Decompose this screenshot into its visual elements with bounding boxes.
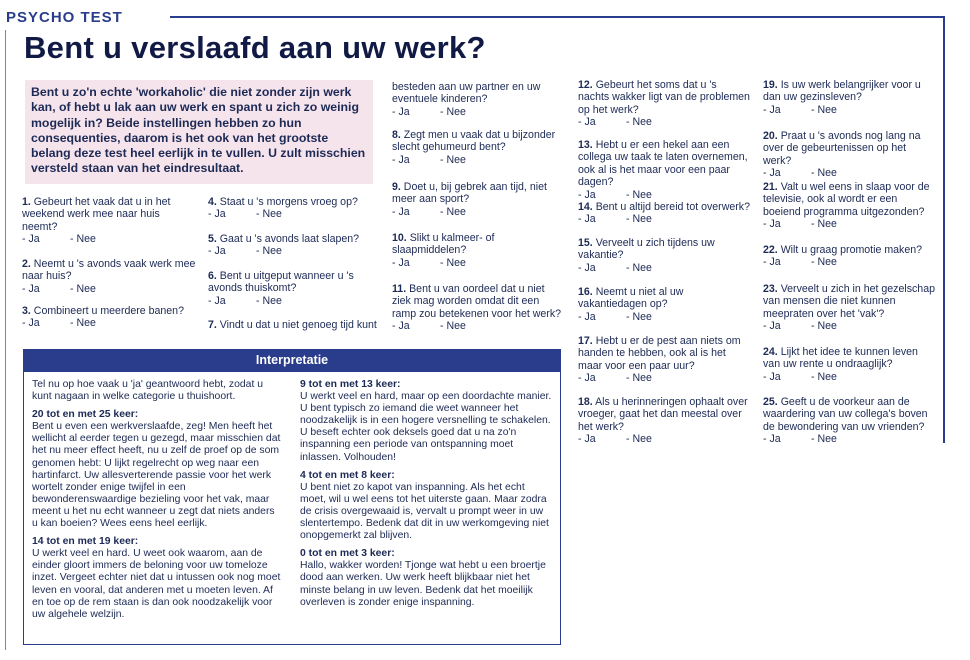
range-text: U bent niet zo kapot van inspanning. Als het echt moet, wil u wel eens tot het uiterste gaan. Maar zodra de crisis overgewaaid is, vervalt u prompt weer in uw slentertempo. Bedenk dat dit in uw werkomgeving niet onopgemerkt zal blijven. [300, 481, 549, 542]
answer-options [22, 283, 197, 295]
question-number: 5. [208, 233, 217, 245]
question-11 [392, 283, 564, 333]
question-number: 13. [578, 139, 593, 151]
interpretation-intro: Tel nu op hoe vaak u 'ja' geantwoord hebt, zodat u kunt nagaan in welke categorie u thuishoort. [32, 379, 263, 403]
question-text: Lijkt het idee te kunnen leven van uw rente u ondraaglijk? [763, 346, 918, 371]
answer-no[interactable]: - Nee [626, 116, 652, 129]
question-6 [208, 270, 368, 307]
answer-yes[interactable]: - Ja [763, 320, 781, 333]
question-text: Praat u 's avonds nog lang na over de gebeurtenissen op het werk? [763, 130, 921, 167]
question-text: Bent u altijd bereid tot overwerk? [595, 201, 750, 213]
question-16 [578, 286, 750, 323]
range-label: 14 tot en met 19 keer: [32, 536, 139, 548]
question-7-continued [392, 81, 562, 118]
answer-options [763, 433, 935, 445]
answer-no[interactable]: - Nee [256, 208, 282, 221]
answer-yes[interactable]: - Ja [578, 213, 596, 226]
question-25 [763, 396, 935, 446]
interpretation-title: Interpretatie [255, 353, 329, 367]
answer-options [208, 295, 368, 307]
answer-options [392, 257, 562, 269]
question-number: 24. [763, 346, 778, 358]
answer-no[interactable]: - Nee [811, 433, 837, 446]
answer-yes[interactable]: - Ja [578, 188, 596, 201]
intro-text: Bent u zo'n echte 'workaholic' die niet zonder zijn werk kan, of hebt u lak aan uw werk en spant u zich zo weinig mogelijk in? Beide instellingen hebben zo hun consequenties, daarom is het ook van het grootste belang deze test heel eerlijk in te vullen. U zult misschien versteld staan van het eindresultaat. [25, 80, 373, 184]
answer-no[interactable]: - Nee [626, 188, 652, 201]
answer-yes[interactable]: - Ja [22, 233, 40, 246]
question-13 [578, 139, 750, 201]
range-text: U werkt veel en hard, maar op een doordachte manier. U bent typisch zo iemand die weet wanneer het noodzakelijk is in een hogere versnelling te schakelen. U beseft echter ook deksels goed dat u na zo'n inspanning een periode van ontspanning moet inlassen. Volhouden! [300, 391, 552, 463]
question-text: Geeft u de voorkeur aan de waardering van uw collega's boven de bewondering van uw vrienden? [763, 396, 928, 433]
answer-no[interactable]: - Nee [811, 320, 837, 333]
answer-no[interactable]: - Nee [626, 261, 652, 274]
question-number: 16. [578, 286, 593, 298]
answer-yes[interactable]: - Ja [392, 205, 410, 218]
question-text: besteden aan uw partner en uw eventuele kinderen? [392, 81, 541, 106]
question-number: 14. [578, 201, 593, 213]
question-text: Neemt u niet al uw vakantiedagen op? [578, 286, 684, 311]
question-17 [578, 335, 750, 385]
answer-yes[interactable]: - Ja [763, 167, 781, 180]
question-7 [208, 319, 383, 331]
answer-options [392, 106, 562, 118]
answer-yes[interactable]: - Ja [22, 317, 40, 330]
range-label: 0 tot en met 3 keer: [300, 548, 395, 560]
question-15 [578, 237, 750, 274]
answer-options [763, 104, 935, 116]
question-22 [763, 244, 935, 269]
answer-options [22, 317, 197, 329]
question-21 [763, 181, 935, 231]
answer-options [578, 433, 750, 445]
result-range [300, 379, 552, 464]
answer-yes[interactable]: - Ja [763, 370, 781, 383]
question-number: 1. [22, 196, 31, 208]
answer-options [22, 233, 197, 245]
answer-options [392, 320, 564, 332]
interpretation-column-left [32, 379, 282, 627]
question-number: 12. [578, 79, 593, 91]
interpretation-box [23, 349, 561, 645]
question-text: Gebeurt het soms dat u 's nachts wakker ligt van de problemen op het werk? [578, 79, 750, 116]
frame-rule-right [943, 16, 945, 443]
question-number: 8. [392, 129, 401, 141]
answer-yes[interactable]: - Ja [392, 105, 410, 118]
answer-yes[interactable]: - Ja [208, 245, 226, 258]
question-2 [22, 258, 197, 295]
answer-options [763, 371, 935, 383]
answer-options [763, 320, 935, 332]
answer-no[interactable]: - Nee [70, 317, 96, 330]
answer-options [208, 245, 373, 257]
question-number: 4. [208, 196, 217, 208]
answer-options [578, 116, 750, 128]
question-text: Combineert u meerdere banen? [33, 305, 184, 317]
answer-options [578, 262, 750, 274]
question-text: Bent u uitgeput wanneer u 's avonds thuiskomt? [208, 270, 354, 295]
question-text: Vindt u dat u niet genoeg tijd kunt [219, 319, 377, 331]
answer-no[interactable]: - Nee [256, 245, 282, 258]
range-label: 20 tot en met 25 keer: [32, 409, 139, 421]
question-10 [392, 232, 562, 269]
question-text: Doet u, bij gebrek aan tijd, niet meer aan sport? [392, 181, 547, 206]
answer-no[interactable]: - Nee [626, 433, 652, 446]
question-text: Verveelt u zich in het gezelschap van mensen die niet kunnen meepraten over het 'vak'? [763, 283, 935, 320]
answer-options [578, 372, 750, 384]
question-5 [208, 233, 373, 258]
answer-options [578, 189, 750, 201]
question-number: 18. [578, 396, 593, 408]
range-label: 4 tot en met 8 keer: [300, 469, 395, 481]
question-18 [578, 396, 750, 446]
result-range [300, 548, 552, 608]
answer-no[interactable]: - Nee [811, 256, 837, 269]
question-23 [763, 283, 935, 333]
answer-yes[interactable]: - Ja [578, 116, 596, 129]
question-12 [578, 79, 750, 129]
answer-no[interactable]: - Nee [440, 105, 466, 118]
question-number: 15. [578, 237, 593, 249]
answer-no[interactable]: - Nee [811, 103, 837, 116]
answer-options [763, 167, 935, 179]
question-20 [763, 130, 935, 180]
answer-no[interactable]: - Nee [440, 320, 466, 333]
question-text: Valt u wel eens in slaap voor de televisie, ook al wordt er een boeiend programma uitgezonden? [763, 181, 930, 218]
answer-yes[interactable]: - Ja [763, 218, 781, 231]
question-number: 7. [208, 319, 217, 331]
question-number: 11. [392, 283, 407, 295]
answer-no[interactable]: - Nee [440, 256, 466, 269]
question-number: 2. [22, 258, 31, 270]
question-number: 22. [763, 244, 778, 256]
answer-yes[interactable]: - Ja [208, 208, 226, 221]
question-number: 19. [763, 79, 778, 91]
question-number: 23. [763, 283, 778, 295]
answer-options [578, 311, 750, 323]
result-range [32, 536, 282, 621]
answer-no[interactable]: - Nee [626, 213, 652, 226]
result-range [32, 409, 282, 530]
question-4 [208, 196, 373, 221]
answer-yes[interactable]: - Ja [763, 433, 781, 446]
question-text: Als u herinneringen ophaalt over vroeger, gaat het dan meestal over het werk? [578, 396, 748, 433]
answer-yes[interactable]: - Ja [763, 103, 781, 116]
header-rule [170, 16, 945, 18]
answer-no[interactable]: - Nee [256, 294, 282, 307]
question-14 [578, 201, 750, 226]
question-text: Wilt u graag promotie maken? [780, 244, 923, 256]
answer-options [578, 213, 750, 225]
question-text: Slikt u kalmeer- of slaapmiddelen? [392, 232, 495, 257]
range-text: Bent u even een werkverslaafde, zeg! Men heeft het wellicht al eerder tegen u gezegd, maar misschien dat het nu meer effect heeft, nu u zelf de proef op de som genomen hebt: U lijkt regelrecht op weg naar een hartinfarct. Uw allesverterende passie voor het werk wortelt zonder enige twijfel in een bewonderenswaardige bezieling voor het vak, maar meent u het nu echt wanneer u zegt dat niets anders u kan boeien? Wees eens heel eerlijk. [32, 421, 281, 530]
answer-yes[interactable]: - Ja [208, 294, 226, 307]
range-text: U werkt veel en hard. U weet ook waarom, aan de einder gloort immers de beloning voor uw tomeloze inzet. Vergeet echter niet dat u intussen ook nog moet leven en vooral, dat anderen met u moeten leven. Af en toe op de rem staan is dan ook noodzakelijk voor uw algehele welzijn. [32, 548, 281, 620]
question-text: Hebt u er de pest aan niets om handen te hebben, ook al is het maar voor een paar uur? [578, 335, 741, 372]
question-text: Bent u van oordeel dat u niet ziek mag worden omdat dit een ramp zou betekenen voor het werk? [392, 283, 562, 320]
question-text: Verveelt u zich tijdens uw vakantie? [578, 237, 715, 262]
question-number: 3. [22, 305, 31, 317]
question-number: 17. [578, 335, 593, 347]
answer-yes[interactable]: - Ja [392, 320, 410, 333]
question-number: 9. [392, 181, 401, 193]
answer-yes[interactable]: - Ja [392, 153, 410, 166]
question-number: 21. [763, 181, 778, 193]
question-9 [392, 181, 557, 218]
question-text: Gebeurt het vaak dat u in het weekend werk mee naar huis neemt? [22, 196, 171, 233]
answer-no[interactable]: - Nee [70, 282, 96, 295]
section-kicker: PSYCHO TEST [6, 9, 123, 26]
article-title: Bent u verslaafd aan uw werk? [24, 30, 486, 65]
question-24 [763, 346, 935, 383]
question-text: Hebt u er een hekel aan een collega uw taak te laten overnemen, ook al is het maar voor een paar dagen? [578, 139, 748, 189]
interpretation-header [24, 350, 560, 372]
question-text: Zegt men u vaak dat u bijzonder slecht gehumeurd bent? [392, 129, 556, 154]
answer-options [392, 154, 562, 166]
answer-yes[interactable]: - Ja [763, 256, 781, 269]
interpretation-column-right [300, 379, 552, 615]
range-text: Hallo, wakker worden! Tjonge wat hebt u een broertje dood aan werken. Uw werk heeft blijkbaar niet het minste belang in uw leven. Bedenk dat het moeilijk overleven is zonder enige inspanning. [300, 560, 546, 608]
result-range [300, 470, 552, 543]
question-number: 20. [763, 130, 778, 142]
answer-options [208, 208, 373, 220]
question-number: 6. [208, 270, 217, 282]
question-text: Gaat u 's avonds laat slapen? [219, 233, 360, 245]
answer-no[interactable]: - Nee [440, 205, 466, 218]
frame-rule-left [5, 30, 6, 650]
answer-no[interactable]: - Nee [811, 167, 837, 180]
answer-no[interactable]: - Nee [811, 218, 837, 231]
question-1 [22, 196, 197, 246]
range-label: 9 tot en met 13 keer: [300, 379, 401, 390]
answer-yes[interactable]: - Ja [392, 256, 410, 269]
question-text: Neemt u 's avonds vaak werk mee naar huis? [22, 258, 196, 283]
question-number: 25. [763, 396, 778, 408]
answer-yes[interactable]: - Ja [22, 282, 40, 295]
answer-no[interactable]: - Nee [626, 372, 652, 385]
question-number: 10. [392, 232, 407, 244]
answer-no[interactable]: - Nee [440, 153, 466, 166]
answer-no[interactable]: - Nee [70, 233, 96, 246]
answer-options [763, 218, 935, 230]
question-text: Is uw werk belangrijker voor u dan uw gezinsleven? [763, 79, 921, 104]
answer-yes[interactable]: - Ja [578, 372, 596, 385]
question-19 [763, 79, 935, 116]
question-8 [392, 129, 562, 166]
answer-options [392, 206, 557, 218]
answer-no[interactable]: - Nee [626, 310, 652, 323]
question-text: Staat u 's morgens vroeg op? [219, 196, 358, 208]
answer-yes[interactable]: - Ja [578, 261, 596, 274]
answer-yes[interactable]: - Ja [578, 433, 596, 446]
answer-yes[interactable]: - Ja [578, 310, 596, 323]
question-3 [22, 305, 197, 330]
answer-options [763, 256, 935, 268]
answer-no[interactable]: - Nee [811, 370, 837, 383]
